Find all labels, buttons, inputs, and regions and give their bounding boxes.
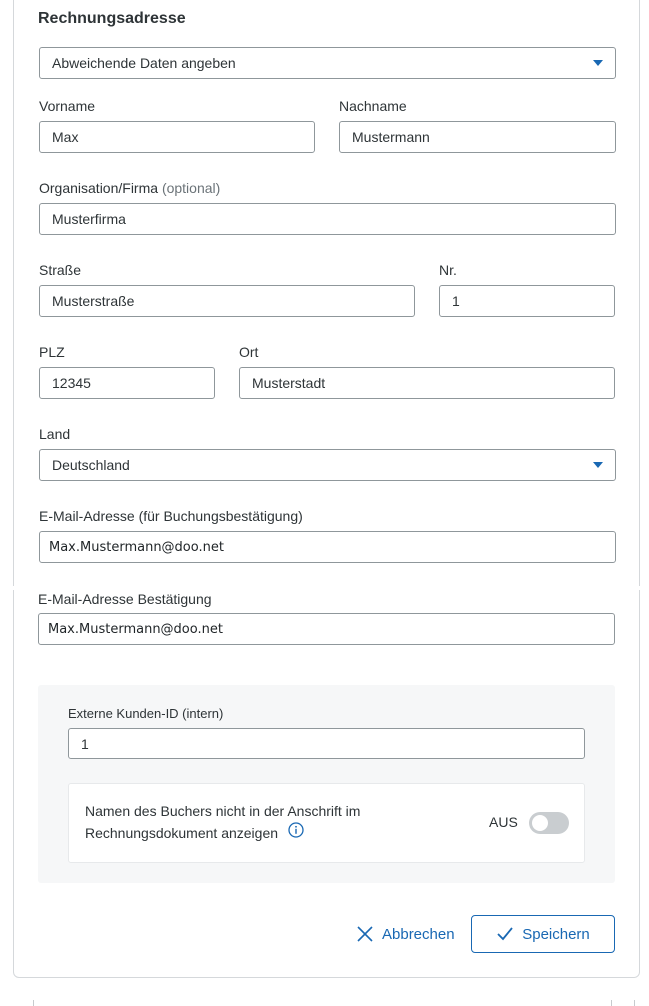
toggle-state-label: AUS xyxy=(489,814,518,830)
house-number-value: 1 xyxy=(452,293,460,309)
last-name-label: Nachname xyxy=(339,98,407,114)
email-value: Max.Mustermann@doo.net xyxy=(49,539,224,555)
customer-id-label: Externe Kunden-ID (intern) xyxy=(68,706,224,721)
first-name-value: Max xyxy=(52,129,79,145)
hide-booker-setting xyxy=(68,783,585,863)
first-name-input[interactable] xyxy=(39,121,315,153)
divider-tick xyxy=(33,1000,34,1006)
organisation-value: Musterfirma xyxy=(52,211,126,227)
customer-id-value: 1 xyxy=(81,735,89,752)
email-input[interactable] xyxy=(39,531,616,563)
country-label: Land xyxy=(39,426,71,442)
hide-booker-line-2-text: Rechnungsdokument anzeigen xyxy=(85,825,279,841)
last-name-value: Mustermann xyxy=(352,129,430,145)
section-heading: Rechnungsadresse xyxy=(38,10,186,27)
close-icon xyxy=(356,925,374,943)
city-label: Ort xyxy=(239,344,259,360)
street-label: Straße xyxy=(39,262,82,278)
card-seam-left xyxy=(13,586,15,590)
zip-input[interactable] xyxy=(39,367,215,399)
checkmark-icon xyxy=(496,926,514,942)
info-icon[interactable] xyxy=(288,822,304,844)
zip-label: PLZ xyxy=(39,344,65,360)
chevron-down-icon xyxy=(593,60,603,66)
address-mode-select[interactable] xyxy=(39,47,616,79)
customer-id-input[interactable] xyxy=(68,728,585,759)
email-confirm-label: E-Mail-Adresse Bestätigung xyxy=(38,591,212,607)
organisation-label xyxy=(39,180,220,196)
address-mode-value: Abweichende Daten angeben xyxy=(52,55,236,71)
street-input[interactable] xyxy=(39,285,415,317)
organisation-input[interactable] xyxy=(39,203,616,235)
cancel-button[interactable] xyxy=(356,916,455,952)
email-confirm-value: Max.Mustermann@doo.net xyxy=(48,621,223,637)
hide-booker-line-1: Namen des Buchers nicht in der Anschrift im xyxy=(85,803,361,819)
country-select[interactable] xyxy=(39,449,616,481)
email-confirm-input[interactable] xyxy=(38,613,615,645)
cancel-button-label: Abbrechen xyxy=(382,925,455,943)
last-name-input[interactable] xyxy=(339,121,616,153)
save-button[interactable] xyxy=(471,915,615,953)
email-label: E-Mail-Adresse (für Buchungsbestätigung) xyxy=(39,508,303,524)
optional-hint: (optional) xyxy=(161,180,221,196)
card-seam-right xyxy=(638,586,640,590)
zip-value: 12345 xyxy=(52,375,91,391)
divider-tick xyxy=(634,1000,635,1006)
toggle-knob xyxy=(532,815,548,831)
hide-booker-toggle[interactable] xyxy=(529,812,569,834)
house-number-label: Nr. xyxy=(439,262,457,278)
save-button-label: Speichern xyxy=(522,925,590,943)
city-input[interactable] xyxy=(239,367,615,399)
chevron-down-icon xyxy=(593,462,603,468)
hide-booker-line-2 xyxy=(85,822,360,844)
country-value: Deutschland xyxy=(52,457,130,473)
first-name-label: Vorname xyxy=(39,98,96,114)
divider-tick xyxy=(611,1000,612,1006)
hide-booker-description xyxy=(85,800,360,844)
house-number-input[interactable] xyxy=(439,285,615,317)
city-value: Musterstadt xyxy=(252,375,326,391)
street-value: Musterstraße xyxy=(52,293,135,309)
organisation-label-text: Organisation/Firma xyxy=(39,180,159,196)
